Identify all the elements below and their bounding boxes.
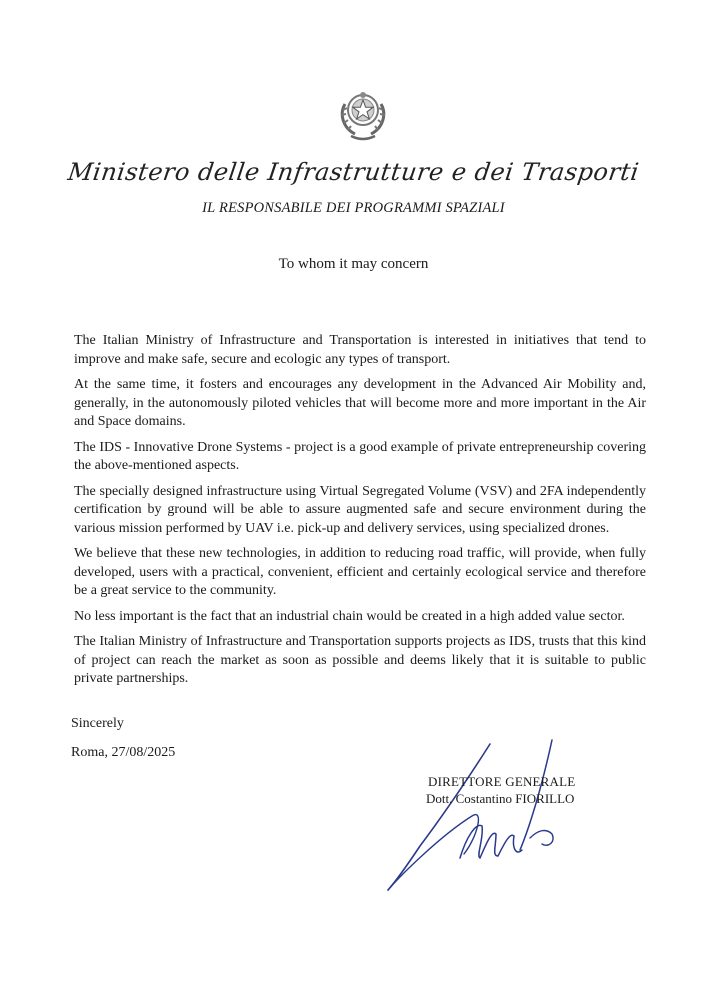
italian-republic-emblem-icon	[333, 86, 393, 144]
body-paragraph: At the same time, it fosters and encourages any development in the Advanced Air Mobility and, generally, in the autonomously piloted vehicles that will become more and more important in the Air and Space domains.	[74, 377, 646, 429]
place-date: Roma, 27/08/2025	[71, 745, 176, 760]
body-paragraph: We believe that these new technologies, in addition to reducing road traffic, will provide, when fully developed, users with a practical, convenient, efficient and certainly ecological service and therefore be a great service to the community.	[74, 546, 646, 598]
closing: Sincerely	[71, 716, 124, 731]
handwritten-signature	[380, 726, 570, 896]
body-paragraph: The Italian Ministry of Infrastructure and Transportation is interested in initiatives that tend to improve and make safe, secure and ecologic any types of transport.	[74, 333, 646, 367]
signatory-title: DIRETTORE GENERALE	[428, 774, 576, 789]
signatory-name: Dott. Costantino FIORILLO	[426, 791, 575, 806]
body-paragraph: The specially designed infrastructure using Virtual Segregated Volume (VSV) and 2FA independently certification by ground will be able to assure augmented safe and secure environment during the various mission performed by UAV i.e. pick-up and delivery services, using specialized drones.	[74, 483, 646, 536]
ministry-name: Ministero delle Infrastrutture e dei Trasporti	[66, 158, 641, 186]
body-paragraph: The IDS - Innovative Drone Systems - project is a good example of private entrepreneurship covering the above-mentioned aspects.	[74, 439, 646, 473]
office-title: IL RESPONSABILE DEI PROGRAMMI SPAZIALI	[202, 200, 505, 216]
body-paragraph: The Italian Ministry of Infrastructure and Transportation supports projects as IDS, trusts that this kind of project can reach the market as soon as possible and deems likely that it is suitable to public private partnerships.	[74, 634, 646, 686]
salutation: To whom it may concern	[278, 256, 429, 272]
letter-body	[74, 332, 646, 696]
body-paragraph: No less important is the fact that an industrial chain would be created in a high added value sector.	[74, 608, 625, 624]
